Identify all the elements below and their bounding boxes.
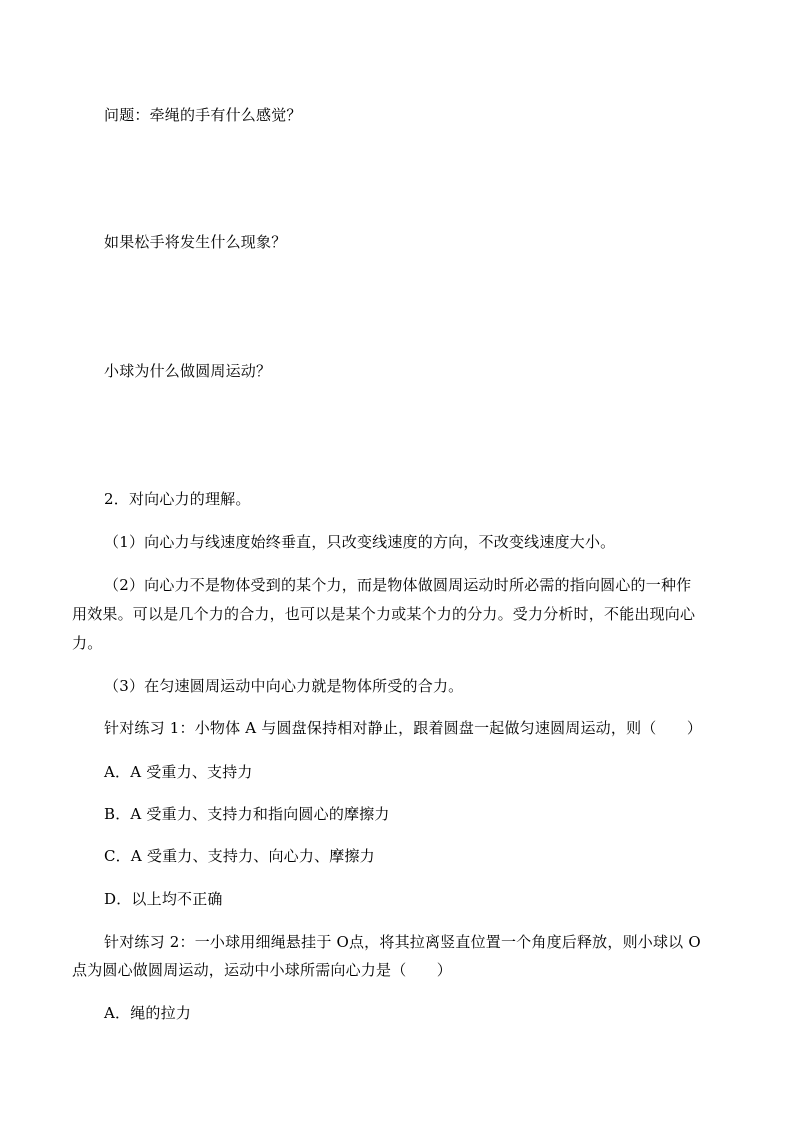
section-heading: 2．对向心力的理解。 <box>104 490 251 508</box>
question-why-circular: 小球为什么做圆周运动？ <box>104 362 272 380</box>
exercise-2-stem-line-1: 针对练习 2：一小球用细绳悬挂于 O点，将其拉离竖直位置一个角度后释放，则小球以 O <box>104 933 701 951</box>
paragraph-item-2-line-3: 力。 <box>72 634 103 652</box>
paragraph-item-3: （3）在匀速圆周运动中向心力就是物体所受的合力。 <box>104 677 464 695</box>
exercise-1-option-d: D．以上均不正确 <box>104 890 223 908</box>
paragraph-item-1: （1）向心力与线速度始终垂直，只改变线速度的方向，不改变线速度大小。 <box>104 533 616 551</box>
exercise-1-stem: 针对练习 1：小物体 A 与圆盘保持相对静止，跟着圆盘一起做匀速圆周运动，则（ ） <box>104 719 703 737</box>
paragraph-item-2-line-2: 用效果。可以是几个力的合力，也可以是某个力或某个力的分力。受力分析时，不能出现向心 <box>72 605 696 623</box>
exercise-1-option-b: B．A 受重力、支持力和指向圆心的摩擦力 <box>104 805 390 823</box>
exercise-2-option-a: A．绳的拉力 <box>104 1004 192 1022</box>
exercise-1-option-a: A．A 受重力、支持力 <box>104 763 253 781</box>
exercise-1-option-c: C．A 受重力、支持力、向心力、摩擦力 <box>104 847 375 865</box>
exercise-2-stem-line-2: 点为圆心做圆周运动，运动中小球所需向心力是（ ） <box>72 961 453 979</box>
question-release-phenomenon: 如果松手将发生什么现象？ <box>104 233 287 251</box>
question-hand-feeling: 问题：牵绳的手有什么感觉？ <box>104 106 302 124</box>
paragraph-item-2-line-1: （2）向心力不是物体受到的某个力，而是物体做圆周运动时所必需的指向圆心的一种作 <box>104 576 692 594</box>
